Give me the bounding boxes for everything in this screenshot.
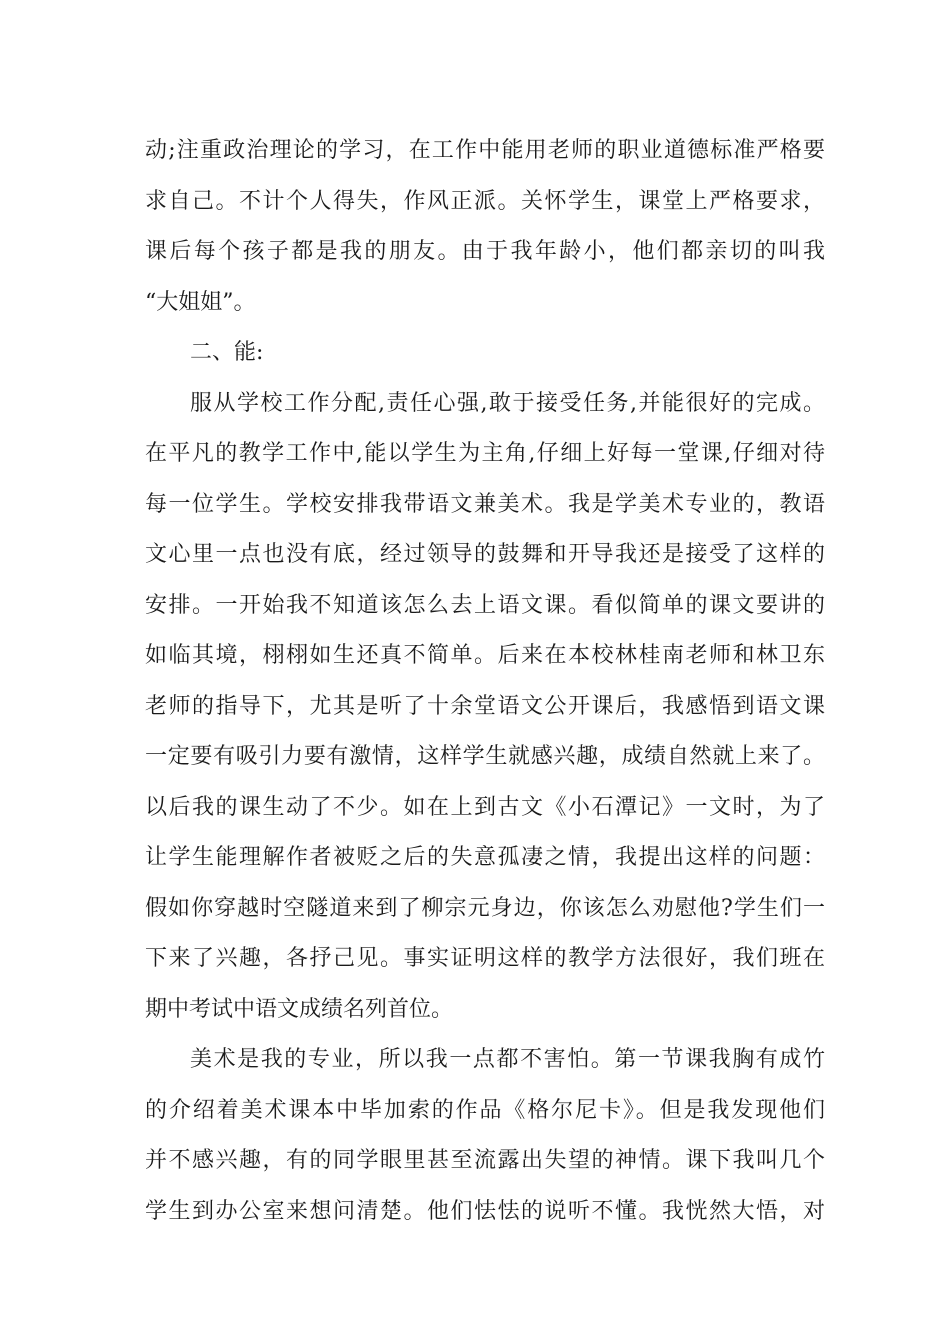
section-heading: 二、能: — [190, 340, 264, 365]
text-line: 如临其境，栩栩如生还真不简单。后来在本校林桂南老师和林卫东 — [145, 643, 825, 668]
text-line: 一定要有吸引力要有激情，这样学生就感兴趣，成绩自然就上来了。 — [145, 744, 825, 769]
text-line: 每一位学生。学校安排我带语文兼美术。我是学美术专业的，教语 — [145, 492, 825, 517]
text-line: 在平凡的教学工作中,能以学生为主角,仔细上好每一堂课,仔细对待 — [145, 441, 825, 466]
text-line: 美术是我的专业，所以我一点都不害怕。第一节课我胸有成竹 — [190, 1047, 825, 1072]
text-line: 并不感兴趣，有的同学眼里甚至流露出失望的神情。课下我叫几个 — [145, 1148, 825, 1173]
text-line: 的介绍着美术课本中毕加索的作品《格尔尼卡》。但是我发现他们 — [145, 1098, 825, 1123]
text-line: 让学生能理解作者被贬之后的失意孤凄之情，我提出这样的问题： — [145, 845, 825, 870]
text-line: 学生到办公室来想问清楚。他们怯怯的说听不懂。我恍然大悟，对 — [145, 1199, 825, 1224]
text-line: 安排。一开始我不知道该怎么去上语文课。看似简单的课文要讲的 — [145, 593, 825, 618]
text-line: 假如你穿越时空隧道来到了柳宗元身边，你该怎么劝慰他?学生们一 — [145, 896, 825, 921]
text-line: 服从学校工作分配,责任心强,敢于接受任务,并能很好的完成。 — [190, 391, 825, 416]
text-line: 课后每个孩子都是我的朋友。由于我年龄小，他们都亲切的叫我 — [145, 239, 825, 264]
text-line: 文心里一点也没有底，经过领导的鼓舞和开导我还是接受了这样的 — [145, 542, 825, 567]
text-line: 老师的指导下，尤其是听了十余堂语文公开课后，我感悟到语文课 — [145, 694, 825, 719]
text-line: “大姐姐”。 — [145, 290, 256, 315]
text-line: 求自己。不计个人得失，作风正派。关怀学生，课堂上严格要求， — [145, 189, 825, 214]
text-line: 动;注重政治理论的学习，在工作中能用老师的职业道德标准严格要 — [145, 138, 825, 163]
text-line: 下来了兴趣，各抒己见。事实证明这样的教学方法很好，我们班在 — [145, 946, 825, 971]
text-line: 期中考试中语文成绩名列首位。 — [145, 997, 454, 1022]
text-line: 以后我的课生动了不少。如在上到古文《小石潭记》一文时，为了 — [145, 795, 825, 820]
